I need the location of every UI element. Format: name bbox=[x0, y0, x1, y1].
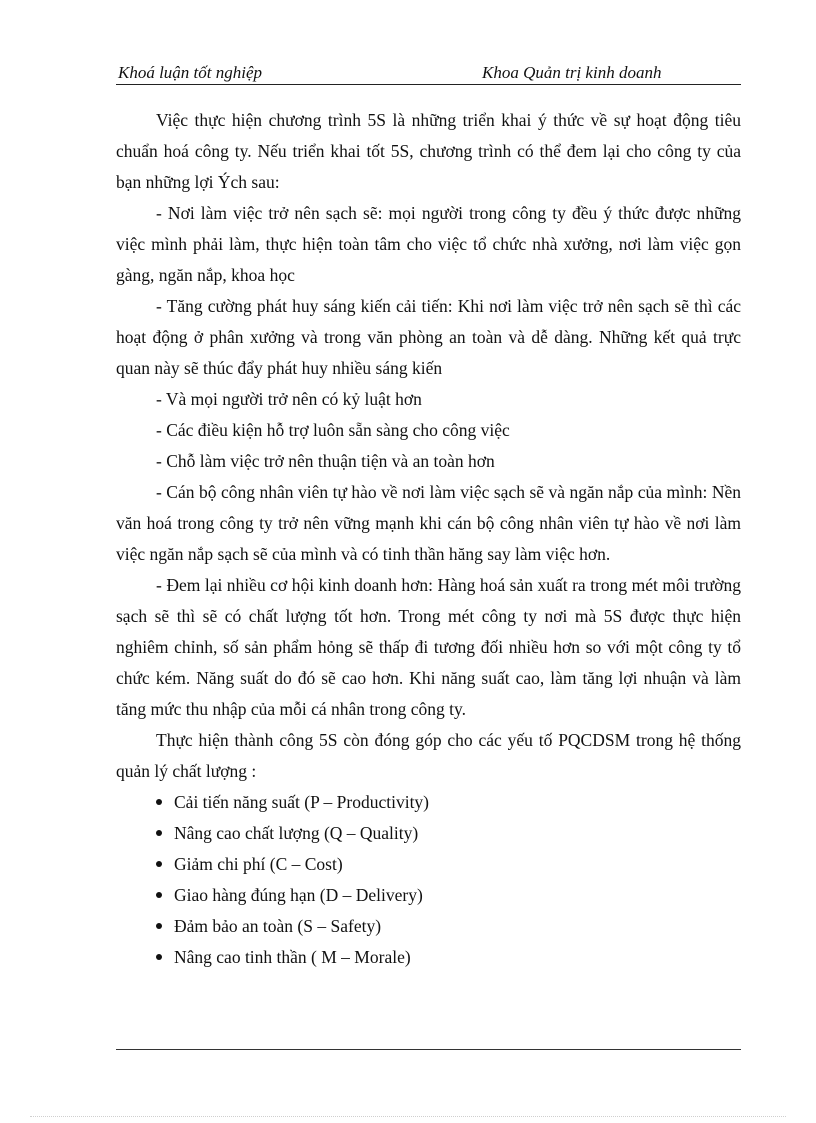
list-item: Nâng cao chất lượng (Q – Quality) bbox=[116, 818, 741, 849]
list-item: Đảm bảo an toàn (S – Safety) bbox=[116, 911, 741, 942]
paragraph-business-opportunity: - Đem lại nhiều cơ hội kinh doanh hơn: Hàng hoá sản xuất ra trong mét môi trường sạch sẽ thì sẽ có chất lượng tốt hơn. Trong mét công ty nơi mà 5S được thực hiện nghiêm chỉnh, số sản phẩm hỏng sẽ thấp đi tương đối nhiều hơn so với một công ty tổ chức kém. Năng suất do đó sẽ cao hơn. Khi năng suất cao, làm tăng lợi nhuận và làm tăng mức thu nhập của mỗi cá nhân trong công ty. bbox=[116, 575, 741, 719]
list-item: Giảm chi phí (C – Cost) bbox=[116, 849, 741, 880]
paragraph-discipline: - Và mọi người trở nên có kỷ luật hơn bbox=[156, 389, 422, 409]
paragraph-clean-workplace: - Nơi làm việc trở nên sạch sẽ: mọi người trong công ty đều ý thức được những việc mình phải làm, thực hiện toàn tâm cho việc tổ chức nhà xưởng, nơi làm việc gọn gàng, ngăn nắp, khoa học bbox=[116, 203, 741, 285]
list-item: Giao hàng đúng hạn (D – Delivery) bbox=[116, 880, 741, 911]
paragraph-intro: Việc thực hiện chương trình 5S là những triển khai ý thức về sự hoạt động tiêu chuẩn hoá công ty. Nếu triển khai tốt 5S, chương trình có thể đem lại cho công ty của bạn những lợi Ých sau: bbox=[116, 110, 741, 192]
bullet-icon bbox=[156, 892, 162, 898]
footer-divider bbox=[116, 1049, 741, 1050]
page-header bbox=[116, 60, 741, 85]
header-faculty-label: Khoa Quản trị kinh doanh bbox=[482, 63, 662, 82]
bullet-icon bbox=[156, 954, 162, 960]
page-bottom-edge bbox=[30, 1116, 786, 1117]
bullet-icon bbox=[156, 799, 162, 805]
bullet-icon bbox=[156, 830, 162, 836]
document-body bbox=[116, 105, 741, 973]
paragraph-safe-workplace: - Chỗ làm việc trở nên thuận tiện và an toàn hơn bbox=[156, 451, 495, 471]
bullet-icon bbox=[156, 923, 162, 929]
paragraph-innovation: - Tăng cường phát huy sáng kiến cải tiến: Khi nơi làm việc trở nên sạch sẽ thì các hoạt động ở phân xưởng và trong văn phòng an toàn và dễ dàng. Những kết quả trực quan này sẽ thúc đẩy phát huy nhiều sáng kiến bbox=[116, 296, 741, 378]
list-item: Nâng cao tinh thần ( M – Morale) bbox=[116, 942, 741, 973]
pqcdsm-list bbox=[116, 787, 741, 973]
list-item: Cải tiến năng suất (P – Productivity) bbox=[116, 787, 741, 818]
paragraph-staff-pride: - Cán bộ công nhân viên tự hào về nơi làm việc sạch sẽ và ngăn nắp của mình: Nền văn hoá trong công ty trở nên vững mạnh khi cán bộ công nhân viên tự hào về nơi làm việc ngăn nắp sạch sẽ của mình và có tinh thần hăng say làm việc hơn. bbox=[116, 482, 741, 564]
header-thesis-label: Khoá luận tốt nghiệp bbox=[118, 63, 263, 82]
bullet-icon bbox=[156, 861, 162, 867]
paragraph-support-conditions: - Các điều kiện hỗ trợ luôn sẵn sàng cho công việc bbox=[156, 420, 510, 440]
paragraph-pqcdsm-intro: Thực hiện thành công 5S còn đóng góp cho các yếu tố PQCDSM trong hệ thống quản lý chất lượng : bbox=[116, 730, 741, 781]
